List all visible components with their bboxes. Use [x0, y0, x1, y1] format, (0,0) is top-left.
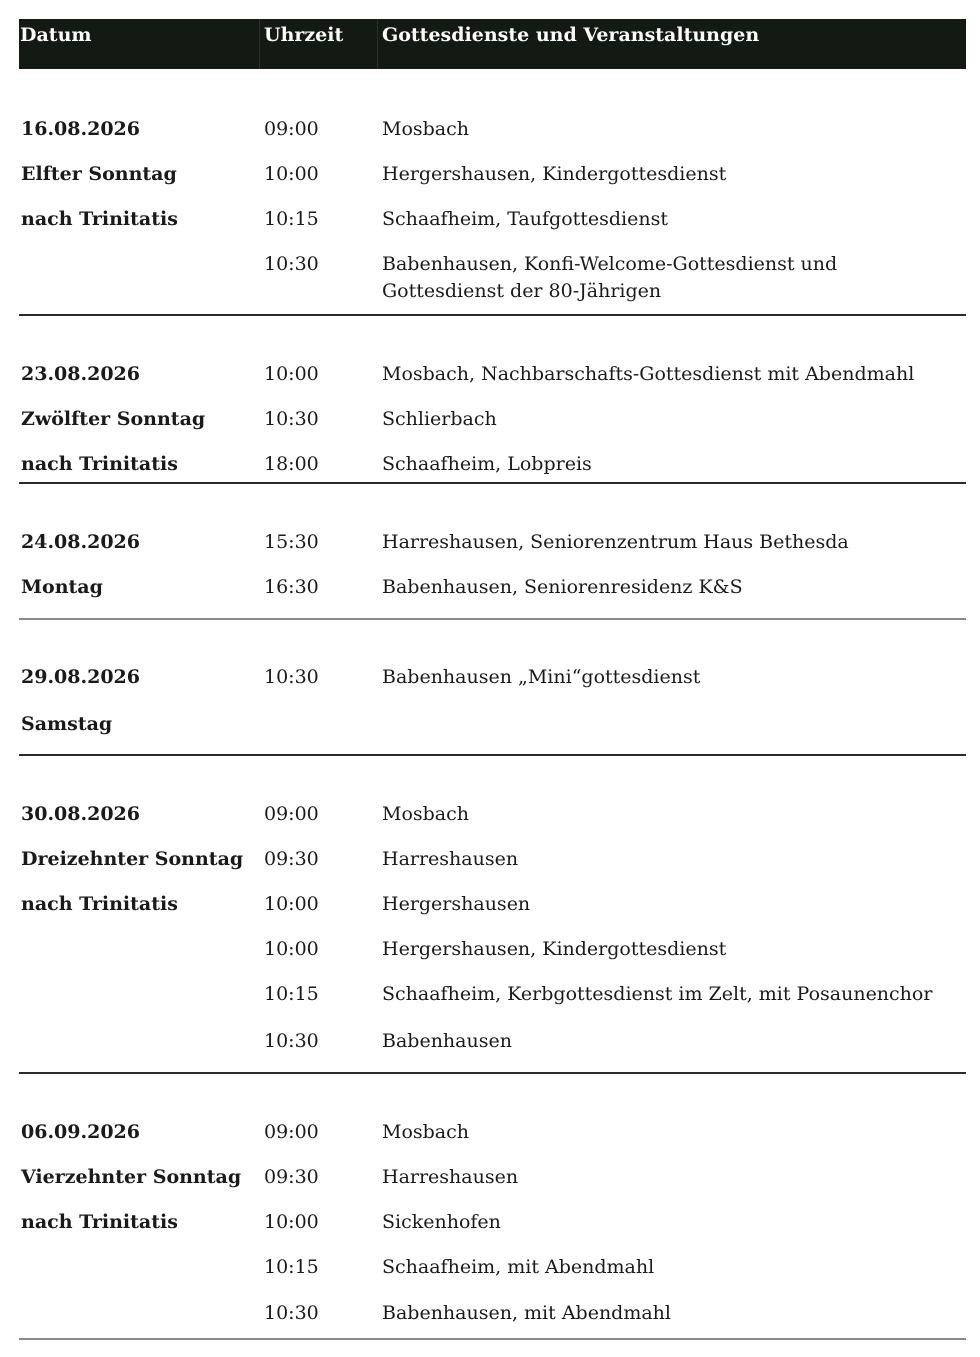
event-description: Sickenhofen	[382, 1211, 501, 1233]
event-description: Schaafheim, Lobpreis	[382, 453, 592, 475]
section-day-label: nach Trinitatis	[21, 208, 178, 230]
event-description: Schaafheim, Taufgottesdienst	[382, 208, 669, 230]
event-time: 10:00	[264, 938, 319, 960]
event-description: Mosbach	[382, 1121, 470, 1143]
event-time: 10:30	[264, 253, 319, 275]
event-time: 18:00	[264, 453, 319, 475]
section-day-label: Zwölfter Sonntag	[21, 408, 206, 430]
section-date: 24.08.2026	[21, 531, 140, 553]
section-divider	[19, 1338, 966, 1340]
event-description: Schlierbach	[382, 408, 497, 430]
header-date: Datum	[20, 24, 92, 46]
section-day-label: nach Trinitatis	[21, 453, 178, 475]
header-time: Uhrzeit	[264, 24, 344, 46]
event-time: 10:00	[264, 893, 319, 915]
event-description: Babenhausen, mit Abendmahl	[382, 1302, 671, 1324]
header-events: Gottesdienste und Veranstaltungen	[382, 24, 760, 46]
event-time: 09:00	[264, 118, 319, 140]
event-time: 16:30	[264, 576, 319, 598]
event-time: 09:00	[264, 803, 319, 825]
event-description: Mosbach, Nachbarschafts-Gottesdienst mit Abendmahl	[382, 363, 915, 385]
event-time: 10:00	[264, 1211, 319, 1233]
section-day-label: Vierzehnter Sonntag	[21, 1166, 242, 1188]
section-day-label: Dreizehnter Sonntag	[21, 848, 244, 870]
event-description: Schaafheim, mit Abendmahl	[382, 1256, 655, 1278]
event-time: 15:30	[264, 531, 319, 553]
event-description: Hergershausen	[382, 893, 531, 915]
section-date: 23.08.2026	[21, 363, 140, 385]
section-divider	[19, 754, 966, 756]
event-time: 09:30	[264, 848, 319, 870]
section-date: 16.08.2026	[21, 118, 140, 140]
section-date: 06.09.2026	[21, 1121, 140, 1143]
event-description: Babenhausen, Konfi-Welcome-Gottesdienst und Gottesdienst der 80-Jährigen	[382, 253, 838, 302]
section-day-label: nach Trinitatis	[21, 1211, 178, 1233]
event-description: Mosbach	[382, 118, 470, 140]
event-description: Hergershausen, Kindergottesdienst	[382, 163, 727, 185]
section-divider	[19, 618, 966, 620]
event-time: 10:15	[264, 983, 319, 1005]
event-description: Harreshausen, Seniorenzentrum Haus Bethesda	[382, 531, 849, 553]
section-day-label: Montag	[21, 576, 103, 598]
event-description: Schaafheim, Kerbgottesdienst im Zelt, mit Posaunenchor	[382, 983, 933, 1005]
header-divider	[377, 19, 378, 69]
section-day-label: Samstag	[21, 713, 113, 735]
section-divider	[19, 482, 966, 484]
event-time: 10:15	[264, 1256, 319, 1278]
event-description: Hergershausen, Kindergottesdienst	[382, 938, 727, 960]
event-description: Babenhausen, Seniorenresidenz K&S	[382, 576, 743, 598]
section-day-label: nach Trinitatis	[21, 893, 178, 915]
event-time: 10:00	[264, 363, 319, 385]
section-date: 30.08.2026	[21, 803, 140, 825]
event-time: 10:30	[264, 1302, 319, 1324]
section-divider	[19, 314, 966, 316]
section-date: 29.08.2026	[21, 666, 140, 688]
event-description: Harreshausen	[382, 848, 519, 870]
event-time: 10:30	[264, 1030, 319, 1052]
event-time: 10:30	[264, 408, 319, 430]
event-description: Babenhausen	[382, 1030, 512, 1052]
table-header	[19, 19, 966, 69]
event-description: Babenhausen „Mini“gottesdienst	[382, 666, 701, 688]
event-time: 10:30	[264, 666, 319, 688]
event-description: Harreshausen	[382, 1166, 519, 1188]
section-divider	[19, 1072, 966, 1074]
event-time: 09:00	[264, 1121, 319, 1143]
event-description: Mosbach	[382, 803, 470, 825]
section-day-label: Elfter Sonntag	[21, 163, 177, 185]
event-time: 10:15	[264, 208, 319, 230]
header-divider	[259, 19, 260, 69]
event-time: 09:30	[264, 1166, 319, 1188]
event-time: 10:00	[264, 163, 319, 185]
